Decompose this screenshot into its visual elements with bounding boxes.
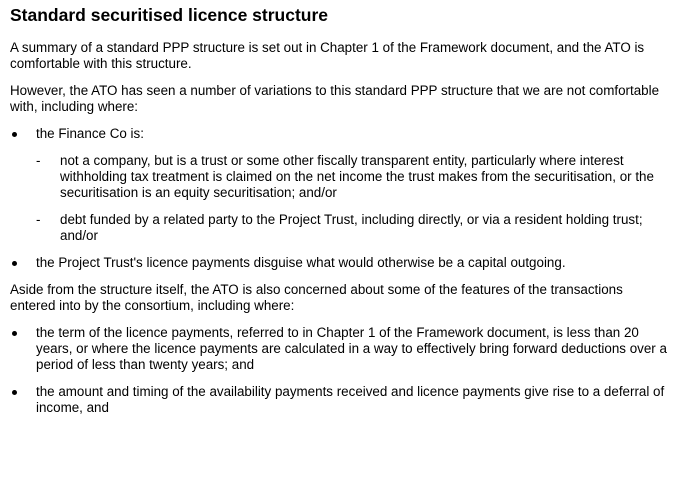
sub-list-item xyxy=(10,153,670,201)
list-item xyxy=(10,255,670,271)
page-title: Standard securitised licence structure xyxy=(10,5,329,25)
list-item xyxy=(10,126,670,142)
sub-list-item xyxy=(10,212,670,244)
list-item-text: the amount and timing of the availability payments received and licence payments give rise to a deferral of income, and xyxy=(36,384,665,415)
sub-list-item-text: not a company, but is a trust or some other fiscally transparent entity, particularly where interest withholding tax treatment is claimed on the net income the trust makes from the securitisation, or the securitisation is an equity securitisation; and/or xyxy=(60,153,654,200)
paragraph-variations: However, the ATO has seen a number of variations to this standard PPP structure that we are not comfortable with, including where: xyxy=(10,83,660,114)
dash-icon: - xyxy=(36,153,41,168)
list-item-text: the Finance Co is: xyxy=(36,126,144,141)
list-item-text: the Project Trust's licence payments disguise what would otherwise be a capital outgoing. xyxy=(36,255,566,270)
dash-icon: - xyxy=(36,212,41,227)
sub-list-item-text: debt funded by a related party to the Project Trust, including directly, or via a resident holding trust; and/or xyxy=(60,212,643,243)
paragraph-concerns: Aside from the structure itself, the ATO is also concerned about some of the features of the transactions entered into by the consortium, including where: xyxy=(10,282,623,313)
document-body xyxy=(10,4,670,427)
list-item-text: the term of the licence payments, referred to in Chapter 1 of the Framework document, is less than 20 years, or where the licence payments are calculated in a way to effectively bring forward deductions over a period of less than twenty years; and xyxy=(36,325,667,372)
paragraph-summary: A summary of a standard PPP structure is set out in Chapter 1 of the Framework document, and the ATO is comfortable with this structure. xyxy=(10,40,645,71)
list-item xyxy=(10,325,670,373)
list-item xyxy=(10,384,670,416)
